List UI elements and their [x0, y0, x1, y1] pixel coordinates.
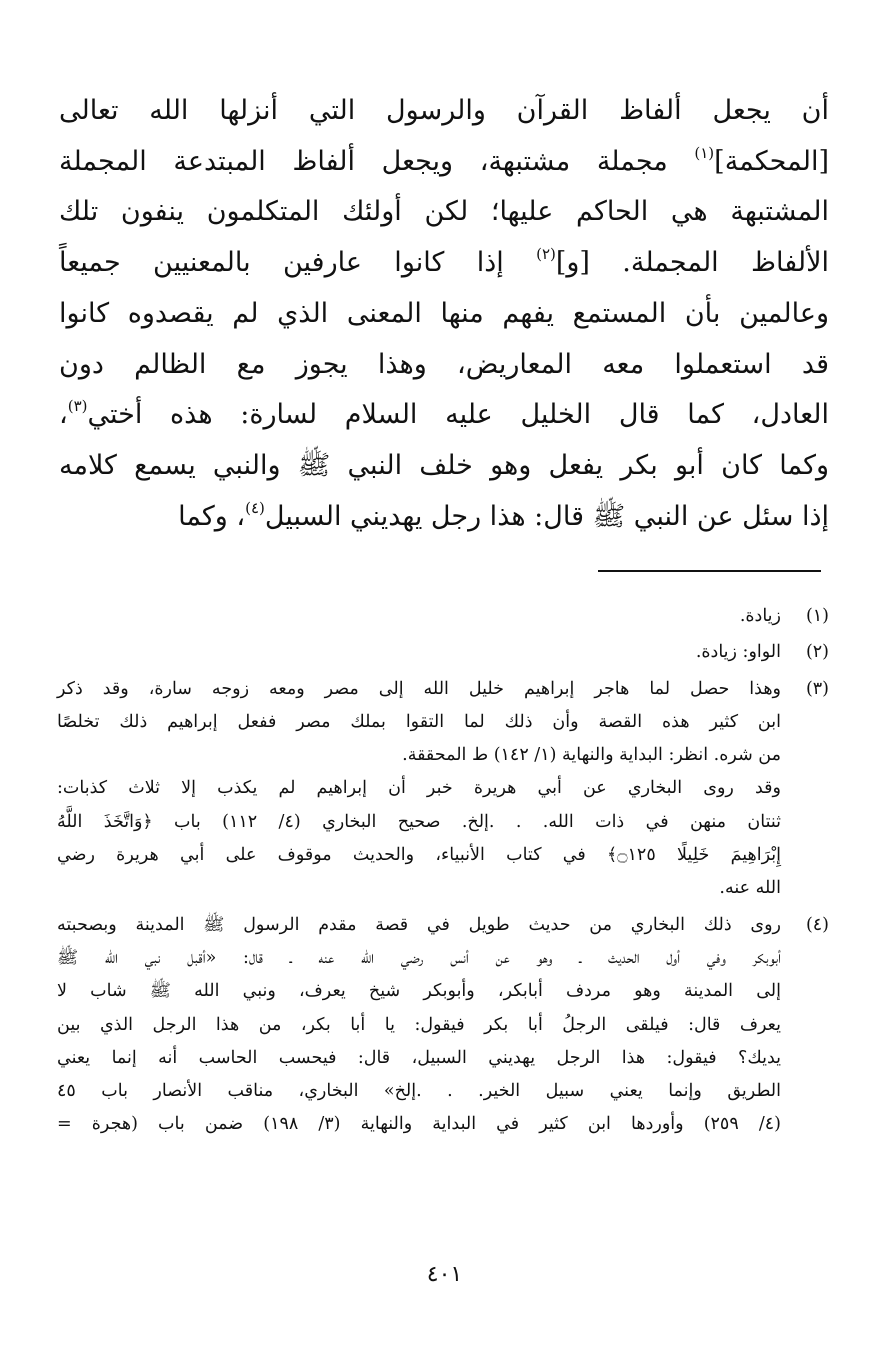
footnote-1	[57, 600, 829, 633]
text-line: أن يجعل ألفاظ القرآن والرسول التي أنزلها الله تعالى	[59, 95, 829, 126]
page-number: ٤٠١	[426, 1262, 463, 1287]
text-line: إذا سئل عن النبي ﷺ قال: هذا رجل يهديني السبيل$^{(٤)}$، وكما	[178, 498, 829, 532]
footnote-3	[57, 673, 829, 906]
text-line: وعالمين بأن المستمع يفهم منها المعنى الذي لم يقصدوه كانوا	[59, 297, 829, 329]
text-line: [المحكمة]$^{(١)}$ مجملة مشتبهة، ويجعل ألفاظ المبتدعة المجملة	[59, 143, 829, 177]
footnote-text: زيادة.	[739, 606, 781, 626]
footnote-number: (١)	[805, 606, 829, 626]
footnote-text: وهذا حصل لما هاجر إبراهيم خليل الله إلى مصر ومعه زوجه سارة، وقد ذكر ابن كثير هذه القصة وأن ذلك لما التقوا بملك مصر ففعل إبراهيم ذلك تخلصًا من شره. انظر: البداية والنهاية (١/ ١٤٢) ط المحققة. وقد روى البخاري عن أبي هريرة خبر أن إبراهيم لم يكذب إلا ثلاث كذبات: ثنتان منهن في ذات الله. . .إلخ. صحيح البخاري (٤/ ١١٢) باب ﴿وَاتَّخَذَ اللَّهُ إِبْرَاهِيمَ خَلِيلًا ۝١٢٥﴾ في كتاب الأنبياء، والحديث موقوف على أبي هريرة رضي الله عنه.	[57, 678, 781, 899]
footnotes	[57, 600, 829, 1142]
footnote-text: الواو: زيادة.	[695, 642, 781, 663]
footnote-number: (٤)	[805, 914, 829, 935]
footnote-4	[57, 909, 829, 1142]
footnote-number: (٣)	[805, 678, 829, 699]
footnote-number: (٢)	[805, 642, 829, 663]
text-line: قد استعملوا معه المعاريض، وهذا يجوز مع الظالم دون	[59, 348, 829, 380]
footnote-separator	[598, 570, 821, 572]
text-line: الألفاظ المجملة. [و]$^{(٢)}$ إذا كانوا عارفين بالمعنيين جميعاً	[59, 245, 830, 279]
footnote-ref-4: (٤)	[245, 498, 265, 517]
footnote-2	[57, 636, 829, 669]
text-line: المشتبهة هي الحاكم عليها؛ لكن أولئك المتكلمون ينفون تلك	[59, 196, 829, 228]
main-text	[59, 86, 829, 542]
text-line: وكما كان أبو بكر يفعل وهو خلف النبي ﷺ والنبي يسمع كلامه	[59, 449, 829, 481]
footnote-ref-1: (١)	[694, 143, 715, 162]
footnote-ref-2: (٢)	[536, 245, 556, 264]
footnote-ref-3: (٣)	[67, 397, 88, 416]
text-line: العادل، كما قال الخليل عليه السلام لسارة: هذه أختي$^{(٣)}$،	[59, 397, 829, 431]
footnote-text: روى ذلك البخاري من حديث طويل في قصة مقدم الرسول ﷺ المدينة وبصحبته أبوبكر وفي أول الحديث ـ وهو عن أنس رضي الله عنه ـ قال: «أقبل نبي الله ﷺ إلى المدينة وهو مردف أبابكر، وأبوبكر شيخ يعرف، ونبي الله ﷺ شاب لا يعرف قال: فيلقى الرجلُ أبا بكر فيقول: يا أبا بكر، من هذا الرجل الذي بين يديك؟ فيقول: هذا الرجل يهديني السبيل، قال: فيحسب الحاسب أنه إنما يعني الطريق وإنما يعني سبيل الخير. . .إلخ» البخاري، مناقب الأنصار باب ٤٥ (٤/ ٢٥٩) وأوردها ابن كثير في البداية والنهاية (٣/ ١٩٨) ضمن باب (هجرة =	[57, 914, 781, 1135]
